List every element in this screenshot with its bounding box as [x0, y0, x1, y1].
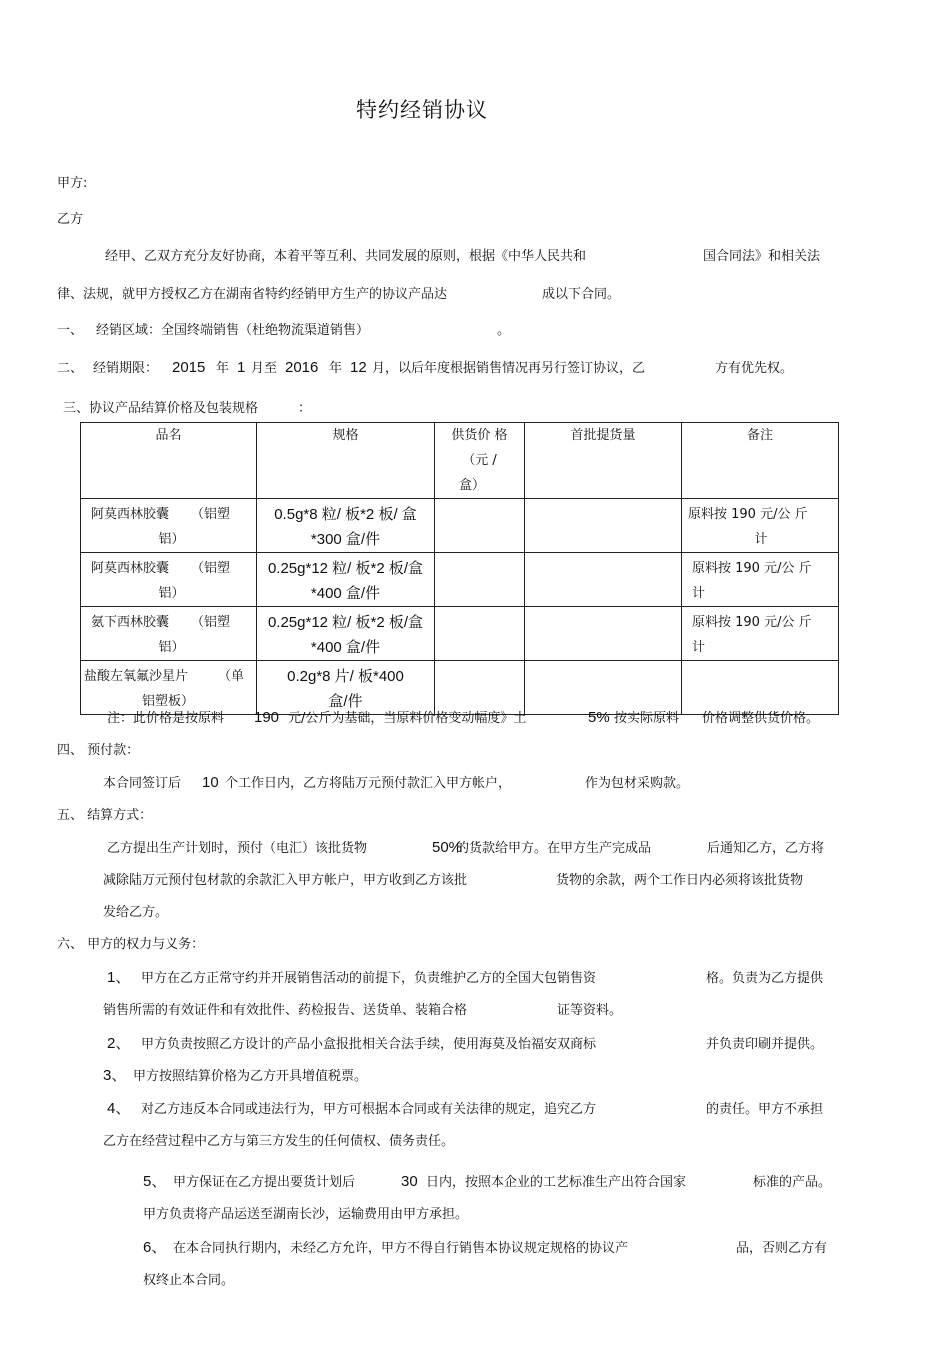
item-1-text-b: 格。负责为乙方提供: [706, 971, 824, 986]
section-6-heading: 六、 甲方的权力与义务：: [57, 937, 205, 952]
spec-line-2: 盒/件: [328, 693, 363, 710]
item-1-text-c: 销售所需的有效证件和有效批件、药检报告、送货单、装箱合格: [103, 1003, 468, 1018]
cell-remarks: [682, 553, 839, 607]
remark-line-2: 计: [692, 586, 706, 601]
remark-line-1: 原料按 190 元/公 斤: [692, 561, 812, 576]
price-note-d: 价格调整供货价格。: [702, 711, 820, 726]
cell-product-name: [81, 607, 257, 661]
item-6-number: 6、: [143, 1239, 167, 1256]
section-5-line-2b: 货物的余款，两个工作日内必须将该批货物: [556, 873, 804, 888]
item-1-text-d: 证等资料。: [557, 1003, 623, 1018]
section-2-text-1: 年: [216, 361, 230, 376]
section-1-end: 。: [497, 323, 511, 338]
item-5-text-b: 日内，按照本企业的工艺标准生产出符合国家: [426, 1175, 687, 1190]
spec-line-1: 0.5g*8 粒/ 板*2 板/ 盒: [274, 506, 417, 523]
item-3-text-a: 甲方按照结算价格为乙方开具增值税票。: [133, 1069, 368, 1084]
intro-line-2b: 成以下合同。: [542, 287, 621, 302]
price-note-num-1: 190: [254, 709, 280, 726]
cell-spec: [257, 607, 435, 661]
intro-line-1a: 经甲、乙双方充分友好协商，本着平等互利、共同发展的原则，根据《中华人民共和: [105, 249, 587, 264]
section-2-text-3: 年: [329, 361, 343, 376]
cell-first-quantity: [525, 661, 682, 715]
cell-product-name: [81, 499, 257, 553]
product-name: 氨下西林胶囊: [91, 615, 170, 630]
product-name: 阿莫西林胶囊: [91, 561, 170, 576]
item-1-text-a: 甲方在乙方正常守约并开展销售活动的前提下，负责维护乙方的全国大包销售资: [141, 971, 597, 986]
section-5-line-2a: 减除陆万元预付包材款的余款汇入甲方帐户，甲方收到乙方该批: [103, 873, 468, 888]
cell-first-quantity: [525, 553, 682, 607]
section-2-text-5: 方有优先权。: [715, 361, 794, 376]
table-row: [81, 553, 839, 607]
section-5-line-3: 发给乙方。: [103, 905, 169, 920]
section-4-text-a: 本合同签订后: [103, 776, 182, 791]
section-2-number: 二、: [57, 361, 84, 376]
header-price-line-3: 盒）: [459, 478, 486, 493]
product-table: [80, 422, 839, 715]
cell-spec: [257, 661, 435, 715]
document-title: 特约经销协议: [356, 98, 488, 122]
section-4-days: 10: [202, 774, 219, 791]
item-5-number: 5、: [143, 1173, 167, 1190]
section-2-label: 经销期限：: [93, 361, 159, 376]
product-name-tag: （单: [218, 669, 245, 684]
header-remarks: 备注: [682, 423, 839, 499]
cell-price: [435, 553, 525, 607]
intro-line-1b: 国合同法》和相关法: [703, 249, 821, 264]
item-4-text-a: 对乙方违反本合同或违法行为，甲方可根据本合同或有关法律的规定，追究乙方: [141, 1102, 597, 1117]
price-note-num-2: 5%: [588, 709, 610, 726]
item-6-text-c: 权终止本合同。: [143, 1273, 235, 1288]
section-3-heading: 三、协议产品结算价格及包装规格: [63, 401, 259, 416]
cell-price: [435, 607, 525, 661]
header-price: [435, 423, 525, 499]
section-4-text-c: 作为包材采购款。: [585, 776, 690, 791]
remark-line-1: 原料按 190 元/公 斤: [692, 615, 812, 630]
item-5-text-d: 甲方负责将产品运送至湖南长沙，运输费用由甲方承担。: [143, 1207, 469, 1222]
product-name-tag: （铝塑: [191, 615, 231, 630]
cell-product-name: [81, 661, 257, 715]
remark-line-1: 原料按 190 元/公 斤: [688, 507, 808, 522]
cell-spec: [257, 553, 435, 607]
item-4-text-c: 乙方在经营过程中乙方与第三方发生的任何债权、债务责任。: [103, 1134, 455, 1149]
table-row: [81, 499, 839, 553]
remark-line-2: 计: [692, 640, 706, 655]
section-5-line-1c: 后通知乙方，乙方将: [707, 841, 825, 856]
section-2-text-2: 月至: [251, 361, 278, 376]
section-1-number: 一、: [57, 323, 84, 338]
spec-line-1: 0.25g*12 粒/ 板*2 板/盒: [267, 614, 424, 631]
section-1-text: 经销区域：全国终端销售（杜绝物流渠道销售）: [96, 323, 370, 338]
header-spec: 规格: [257, 423, 435, 499]
section-5-heading: 五、 结算方式：: [57, 808, 153, 823]
item-4-number: 4、: [107, 1100, 131, 1117]
item-2-text-a: 甲方负责按照乙方设计的产品小盒报批相关合法手续，使用海莫及怡福安双商标: [141, 1037, 597, 1052]
item-2-text-b: 并负责印刷并提供。: [706, 1037, 824, 1052]
cell-first-quantity: [525, 607, 682, 661]
section-2-start-month: 1: [237, 359, 246, 376]
cell-product-name: [81, 553, 257, 607]
cell-first-quantity: [525, 499, 682, 553]
remark-line-2: 计: [754, 532, 768, 547]
header-first-quantity: 首批提货量: [525, 423, 682, 499]
item-6-text-a: 在本合同执行期内，未经乙方允许，甲方不得自行销售本协议规定规格的协议产: [173, 1241, 629, 1256]
spec-line-2: *400 盒/件: [310, 639, 381, 656]
section-2-text-4: 月，以后年度根据销售情况再另行签订协议，乙: [372, 361, 646, 376]
price-note-a: 注：此价格是按原料: [107, 711, 225, 726]
section-2-end-year: 2016: [285, 359, 319, 376]
section-5-line-1a: 乙方提出生产计划时，预付（电汇）该批货物: [107, 841, 368, 856]
spec-line-1: 0.25g*12 粒/ 板*2 板/盒: [267, 560, 424, 577]
header-price-line-1: 供货价 格: [451, 428, 508, 443]
product-name-line-2: 铝塑板）: [141, 694, 194, 709]
section-2-end-month: 12: [350, 359, 367, 376]
spec-line-2: *300 盒/件: [310, 531, 381, 548]
cell-price: [435, 661, 525, 715]
item-6-text-b: 品，否则乙方有: [736, 1241, 828, 1256]
table-row: [81, 661, 839, 715]
cell-remarks: [682, 661, 839, 715]
spec-line-1: 0.2g*8 片/ 板*400: [287, 668, 404, 685]
section-3-colon: ：: [298, 401, 312, 416]
item-4-text-b: 的责任。甲方不承担: [706, 1102, 824, 1117]
item-1-number: 1、: [107, 969, 131, 986]
price-note-c: 按实际原料: [614, 711, 680, 726]
intro-line-2a: 律、法规，就甲方授权乙方在湖南省特约经销甲方生产的协议产品达: [57, 287, 448, 302]
item-5-text-a: 甲方保证在乙方提出要货计划后: [173, 1175, 356, 1190]
spec-line-2: *400 盒/件: [310, 585, 381, 602]
item-5-text-c: 标准的产品。: [753, 1175, 832, 1190]
product-name-tag: （铝塑: [191, 561, 231, 576]
section-5-line-1b: 的货款给甲方。在甲方生产完成品: [456, 841, 652, 856]
product-name-tag: （铝塑: [191, 507, 231, 522]
item-3-number: 3、: [103, 1067, 127, 1084]
party-a-label: 甲方:: [57, 176, 88, 191]
party-b-label: 乙方: [57, 212, 84, 227]
cell-price: [435, 499, 525, 553]
section-2-start-year: 2015: [172, 359, 206, 376]
table-header-row: [81, 423, 839, 499]
cell-remarks: [682, 607, 839, 661]
section-4-text-b: 个工作日内，乙方将陆万元预付款汇入甲方帐户，: [225, 776, 512, 791]
cell-spec: [257, 499, 435, 553]
product-name-line-2: 铝）: [158, 586, 185, 601]
product-name-line-2: 铝）: [158, 532, 185, 547]
cell-remarks: [682, 499, 839, 553]
table-row: [81, 607, 839, 661]
header-product-name: 品名: [81, 423, 257, 499]
product-name-line-2: 铝）: [158, 640, 185, 655]
item-5-days: 30: [401, 1173, 418, 1190]
section-4-heading: 四、 预付款：: [57, 743, 140, 758]
price-note-b: 元/公斤为基础，当原料价格变动幅度》土: [288, 711, 527, 726]
header-price-line-2: （元 /: [462, 453, 497, 468]
product-name: 盐酸左氧氟沙星片: [84, 669, 189, 684]
product-name: 阿莫西林胶囊: [91, 507, 170, 522]
section-5-percent: 50%: [432, 839, 463, 856]
item-2-number: 2、: [107, 1035, 131, 1052]
